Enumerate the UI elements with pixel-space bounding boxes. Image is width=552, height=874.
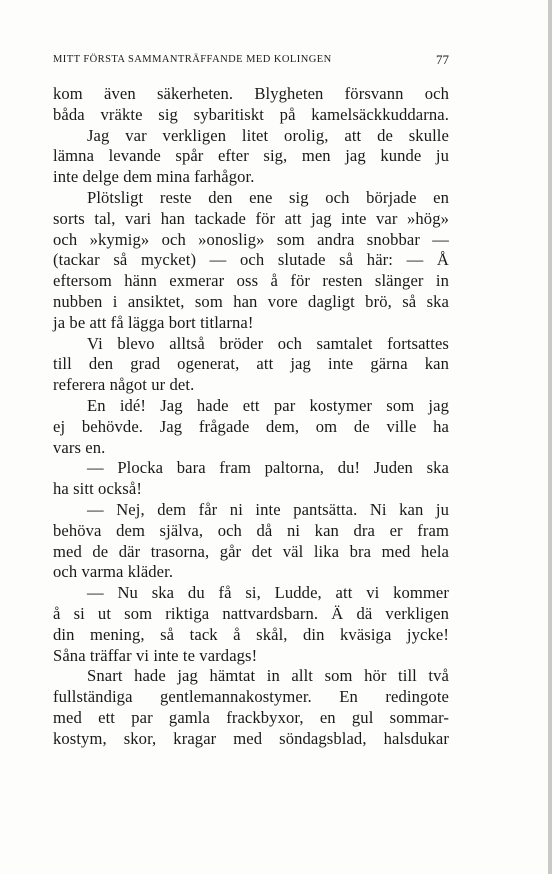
page-edge <box>548 0 552 874</box>
text-line: med ett par gamla frackbyxor, en gul sommar- <box>53 707 449 727</box>
text-line: Jag var verkligen litet orolig, att de skulle <box>87 125 449 145</box>
text-line: fullständiga gentlemannakostymer. En redingote <box>53 687 449 707</box>
text-line: kostym, skor, kragar med söndagsblad, halsdukar <box>53 728 449 748</box>
text-line: ja be att få lägga bort titlarna! <box>53 312 254 332</box>
text-line: och varma kläder. <box>53 562 174 582</box>
text-line: å si ut som riktiga nattvardsbarn. Ä dä verkligen <box>53 603 449 623</box>
running-title: MITT FÖRSTA SAMMANTRÄFFANDE MED KOLINGEN <box>53 54 332 65</box>
text-line: till den grad ogenerat, att jag inte gärna kan <box>53 354 449 374</box>
text-line: ha sitt också! <box>53 479 142 499</box>
page-number: 77 <box>436 52 449 67</box>
text-line: — Plocka bara fram paltorna, du! Juden ska <box>87 458 449 478</box>
text-line: Såna träffar vi inte te vardags! <box>53 645 258 665</box>
text-line: vars en. <box>53 437 106 457</box>
text-line: och »kymig» och »onoslig» som andra snobbar — <box>53 229 449 249</box>
text-line: lämna levande spår efter sig, men jag kunde ju <box>53 146 449 166</box>
text-line: nubben i ansiktet, som han vore dagligt brö, så ska <box>53 291 449 311</box>
text-line: ej behövde. Jag frågade dem, om de ville ha <box>53 416 449 436</box>
text-line: — Nu ska du få si, Ludde, att vi kommer <box>87 583 449 603</box>
text-line: eftersom hänn exmerar oss å för resten slänger in <box>53 271 449 291</box>
text-line: sorts tal, vari han tackade för att jag inte var »hög» <box>53 208 449 228</box>
text-line: din mening, så tack å skål, din kväsiga jycke! <box>53 624 449 644</box>
text-line: referera något ur det. <box>53 375 195 395</box>
text-line: kom även säkerheten. Blygheten försvann och <box>53 84 449 103</box>
text-line: (tackar så mycket) — och slutade så här: — Å <box>53 250 449 270</box>
body-text <box>53 84 449 750</box>
text-line: behöva dem själva, och då ni kan dra er fram <box>53 520 449 540</box>
text-line: En idé! Jag hade ett par kostymer som jag <box>87 395 449 415</box>
text-line: Plötsligt reste den ene sig och började en <box>87 187 449 207</box>
running-header <box>53 50 449 70</box>
text-line: med de där trasorna, går det väl lika bra med hela <box>53 541 449 561</box>
text-line: inte delge dem mina farhågor. <box>53 167 255 187</box>
text-line: Vi blevo alltså bröder och samtalet fortsattes <box>87 333 449 353</box>
text-line: — Nej, dem får ni inte pantsätta. Ni kan ju <box>87 499 449 519</box>
text-line: båda vräkte sig sybaritiskt på kamelsäckkuddarna. <box>53 104 449 124</box>
text-line: Snart hade jag hämtat in allt som hör till två <box>87 666 449 686</box>
